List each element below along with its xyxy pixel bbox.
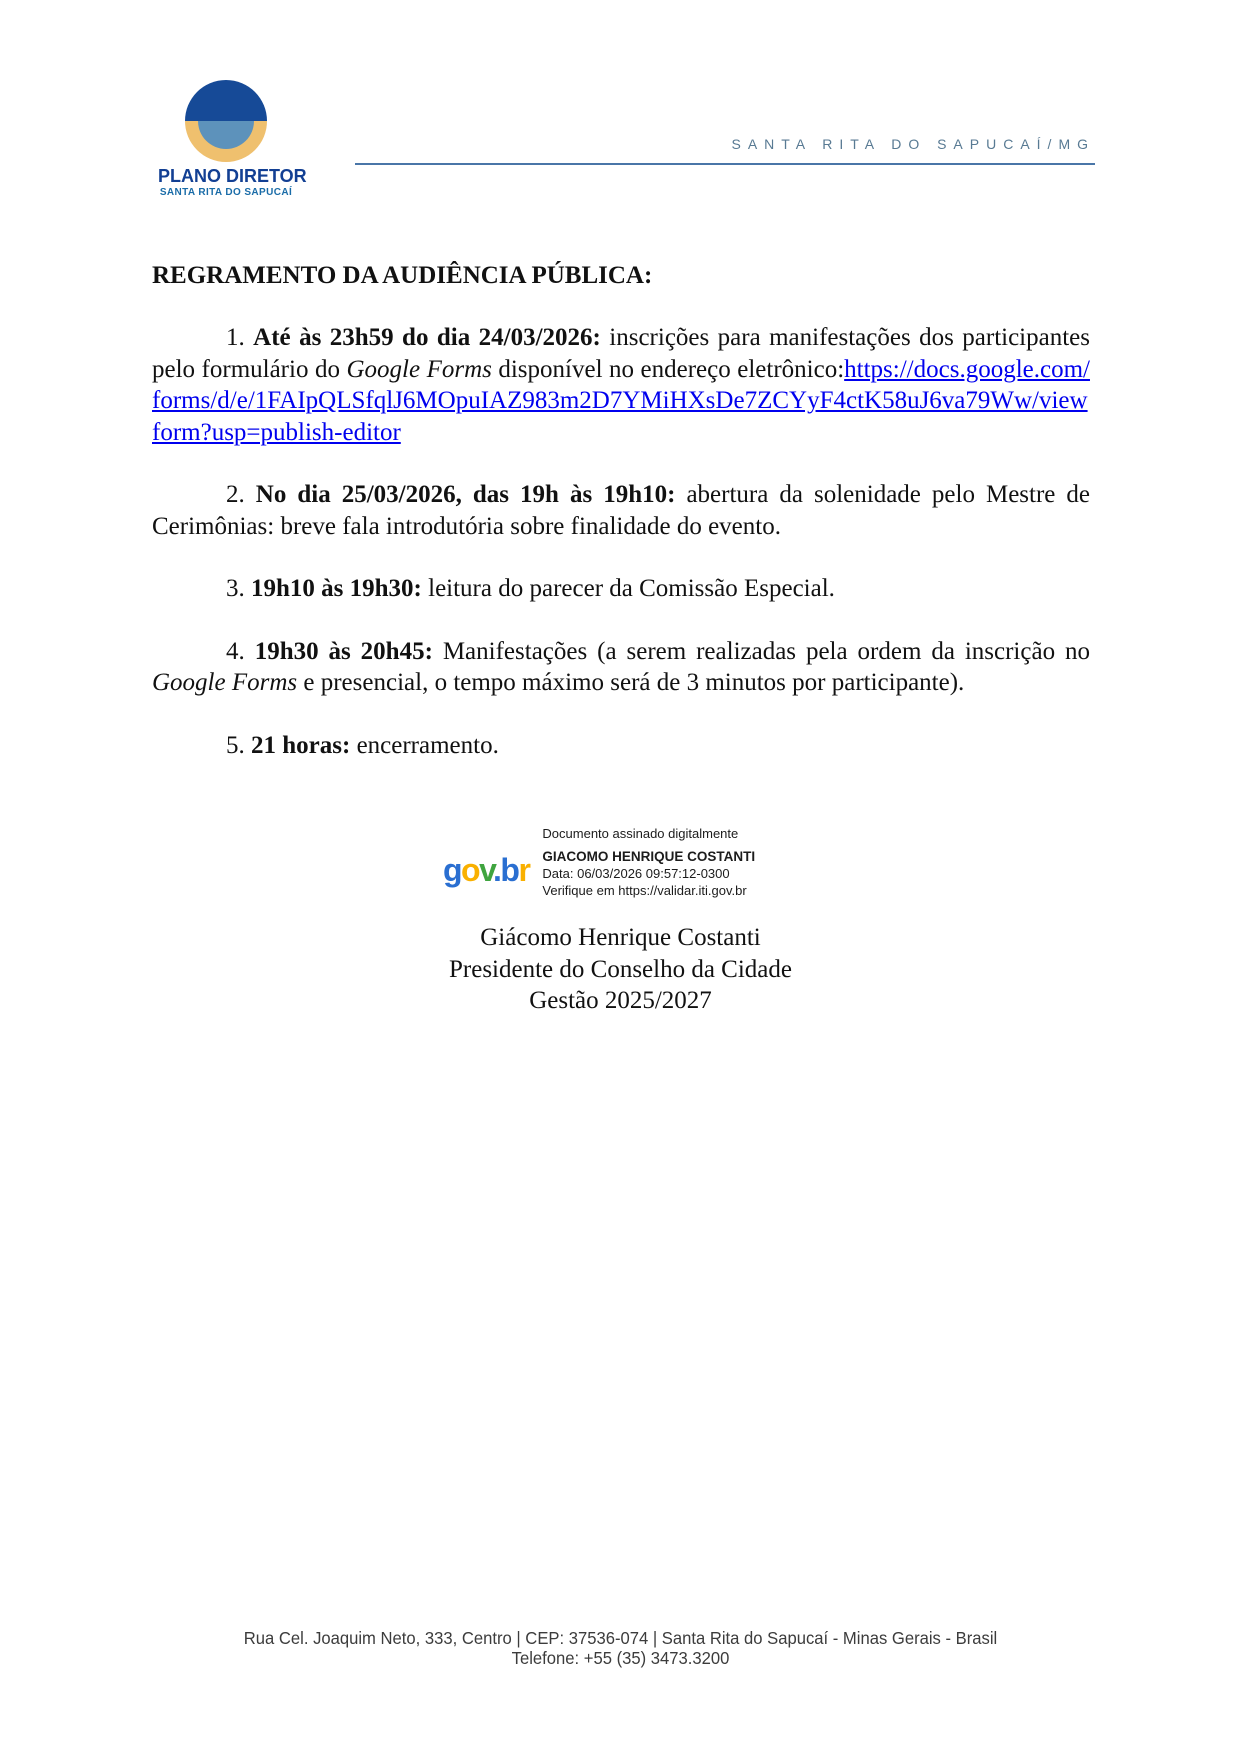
item-text: disponível no endereço eletrônico:: [491, 355, 845, 383]
signer-term: Gestão 2025/2027: [529, 987, 712, 1014]
govbr-logo-letter: v: [479, 851, 494, 888]
list-item-1: [152, 322, 1090, 448]
item-text: inscrições para manifestações dos participantes pelo formulário do: [152, 324, 1090, 383]
stamp-verify-line: Verifique em https://validar.iti.gov.br: [542, 883, 747, 898]
stamp-header-line: Documento assinado digitalmente: [542, 826, 739, 841]
item-lead-bold: No dia 25/03/2026, das 19h às 19h10:: [255, 481, 676, 508]
signer-role: Presidente do Conselho da Cidade: [449, 955, 792, 983]
stamp-date-line: Data: 06/03/2026 09:57:12-0300: [542, 866, 730, 881]
govbr-logo-letter: g: [443, 851, 462, 888]
item-text: abertura da solenidade pelo Mestre de Cerimônias: breve fala introdutória sobre finalidade do evento.: [152, 481, 1091, 540]
stamp-signer-name: GIACOMO HENRIQUE COSTANTI: [542, 849, 756, 864]
footer-phone: Telefone: +55 (35) 3473.3200: [511, 1647, 730, 1668]
page-title: REGRAMENTO DA AUDIÊNCIA PÚBLICA:: [152, 262, 653, 289]
item-lead-bold: Até às 23h59 do dia 24/03/2026:: [253, 324, 601, 351]
footer-address: Rua Cel. Joaquim Neto, 333, Centro | CEP: 37536-074 | Santa Rita do Sapucaí - Minas Gerais - Brasil: [243, 1628, 998, 1648]
logo-subtitle: SANTA RITA DO SAPUCAÍ: [159, 187, 293, 198]
item-number: 2.: [226, 481, 256, 508]
item-number: 4.: [226, 637, 255, 665]
item-number: 1.: [226, 324, 254, 351]
govbr-logo-letter: .: [493, 851, 501, 888]
header-city-label: SANTA RITA DO SAPUCAÍ/MG: [731, 136, 1095, 152]
item-text: e presencial, o tempo máximo será de 3 minutos por participante).: [297, 669, 965, 696]
logo-blue-half: [185, 80, 267, 121]
item-text: Manifestações (a serem realizadas pela ordem da inscrição no: [432, 637, 1090, 665]
govbr-signature-stamp: [443, 826, 755, 899]
govbr-logo-letter: r: [518, 851, 530, 888]
item-lead-bold: 21 horas:: [251, 731, 351, 759]
list-item-4: [152, 636, 1090, 699]
govbr-logo-letter: b: [500, 851, 519, 888]
govbr-logo-letter: o: [461, 851, 480, 888]
plano-diretor-logo: [158, 80, 307, 198]
item-italic: Google Forms: [346, 355, 492, 383]
item-lead-bold: 19h10 às 19h30:: [251, 575, 422, 602]
list-item-2: [152, 479, 1090, 542]
item-italic: Google Forms: [152, 669, 298, 696]
header-divider: [355, 163, 1095, 165]
item-number: 3.: [226, 575, 251, 602]
list-item-3: [152, 573, 1090, 605]
stamp-text-block: [542, 826, 755, 899]
signer-name: Giácomo Henrique Costanti: [480, 924, 761, 951]
govbr-logo-icon: [443, 840, 529, 886]
plano-diretor-logo-icon: [185, 80, 267, 162]
item-number: 5.: [226, 731, 251, 759]
item-lead-bold: 19h30 às 20h45:: [254, 637, 433, 665]
list-item-5: [152, 730, 1090, 762]
google-forms-link[interactable]: https://docs.google.com/forms/d/e/1FAIpQLSfqlJ6MOpuIAZ983m2D7YMiHXsDe7ZCYyF4ctK58uJ6va79Ww/viewform?usp=publish-editor: [152, 355, 1090, 446]
page-footer: [0, 1629, 1241, 1668]
document-body: [152, 262, 1090, 792]
item-text: leitura do parecer da Comissão Especial.: [421, 575, 835, 602]
logo-title: PLANO DIRETOR: [158, 166, 307, 186]
item-text: encerramento.: [350, 731, 499, 759]
signature-block: [0, 922, 1241, 1017]
